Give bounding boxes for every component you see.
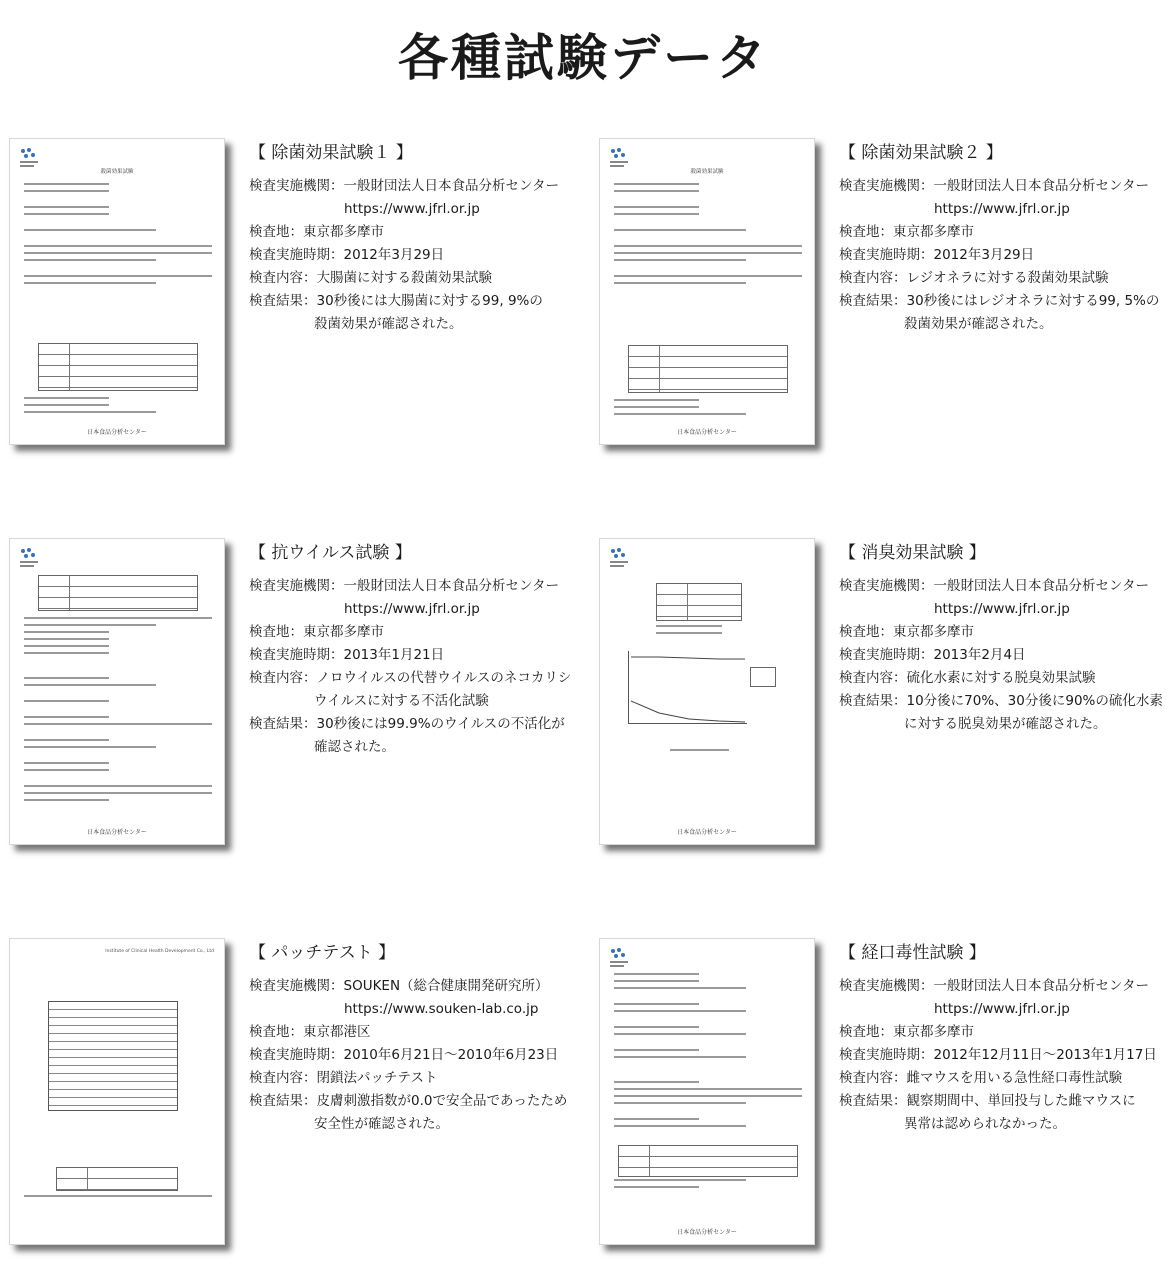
- test-card-5: [9, 938, 589, 1268]
- document-footer: 日本食品分析センター: [10, 827, 224, 836]
- document-thumbnail: [599, 538, 815, 845]
- org-url: https://www.souken-lab.co.jp: [249, 998, 589, 1021]
- test-card-1: [9, 138, 589, 468]
- place-label: 検査地：: [249, 1021, 303, 1044]
- content-label: 検査内容：: [839, 667, 907, 690]
- content-label: 検査内容：: [249, 267, 317, 290]
- result-value: 30秒後には大腸菌に対する99, 9%の: [317, 290, 590, 313]
- result-value-cont: 殺菌効果が確認された。: [839, 313, 1167, 336]
- test-heading: 【 消臭効果試験 】: [839, 538, 986, 563]
- org-label: 検査実施機関：: [249, 975, 344, 998]
- result-value: 10分後に70%、30分後に90%の硫化水素: [907, 690, 1167, 713]
- test-heading: 【 パッチテスト 】: [249, 938, 395, 963]
- period-value: 2013年2月4日: [934, 644, 1167, 667]
- content-value: 雌マウスを用いる急性経口毒性試験: [907, 1067, 1167, 1090]
- graph-legend: [750, 667, 776, 687]
- result-value: 30秒後にはレジオネラに対する99, 5%の: [907, 290, 1167, 313]
- document-table: [38, 343, 198, 391]
- result-label: 検査結果：: [249, 1090, 317, 1113]
- document-header: Institute of Clinical Health Development Co., Ltd: [105, 949, 214, 954]
- org-value: 一般財団法人日本食品分析センター: [344, 575, 590, 598]
- period-value: 2012年3月29日: [934, 244, 1167, 267]
- document-table-small: [56, 1167, 178, 1191]
- org-label: 検査実施機関：: [839, 575, 934, 598]
- document-table: [618, 1145, 798, 1177]
- content-label: 検査内容：: [839, 267, 907, 290]
- org-label: 検査実施機関：: [249, 175, 344, 198]
- org-url: https://www.jfrl.or.jp: [249, 598, 589, 621]
- period-value: 2012年3月29日: [344, 244, 590, 267]
- test-info: [839, 575, 1167, 736]
- document-text: [614, 183, 802, 289]
- period-label: 検査実施時期：: [839, 244, 934, 267]
- test-heading: 【 除菌効果試験２ 】: [839, 138, 1003, 163]
- result-label: 検査結果：: [839, 290, 907, 313]
- content-value: レジオネラに対する殺菌効果試験: [907, 267, 1167, 290]
- content-value-cont: ウイルスに対する不活化試験: [249, 690, 589, 713]
- document-text: [24, 617, 212, 806]
- org-value: 一般財団法人日本食品分析センター: [934, 175, 1167, 198]
- org-value: 一般財団法人日本食品分析センター: [934, 575, 1167, 598]
- period-value: 2012年12月11日～2013年1月17日: [934, 1044, 1167, 1067]
- test-card-6: [599, 938, 1167, 1268]
- document-title: 殺菌効果試験: [600, 167, 814, 175]
- deodorant-graph: [628, 651, 747, 724]
- result-value: 観察期間中、単回投与した雌マウスに: [907, 1090, 1167, 1113]
- org-value: 一般財団法人日本食品分析センター: [344, 175, 590, 198]
- period-label: 検査実施時期：: [249, 644, 344, 667]
- content-label: 検査内容：: [249, 667, 317, 690]
- result-value-cont: 殺菌効果が確認された。: [249, 313, 589, 336]
- content-value: 閉鎖法パッチテスト: [317, 1067, 590, 1090]
- test-info: [249, 175, 589, 336]
- org-url: https://www.jfrl.or.jp: [839, 598, 1167, 621]
- test-card-2: [599, 138, 1167, 468]
- period-label: 検査実施時期：: [839, 1044, 934, 1067]
- org-url: https://www.jfrl.or.jp: [249, 198, 589, 221]
- document-title: 殺菌効果試験: [10, 167, 224, 175]
- document-thumbnail: [599, 938, 815, 1245]
- document-thumbnail: [9, 538, 225, 845]
- document-table: [38, 575, 198, 611]
- test-card-3: [9, 538, 589, 868]
- period-label: 検査実施時期：: [839, 644, 934, 667]
- test-info: [839, 175, 1167, 336]
- place-label: 検査地：: [839, 621, 893, 644]
- result-label: 検査結果：: [249, 713, 317, 736]
- org-url: https://www.jfrl.or.jp: [839, 198, 1167, 221]
- lab-logo-icon: [18, 147, 42, 169]
- period-value: 2010年6月21日～2010年6月23日: [344, 1044, 590, 1067]
- document-thumbnail: [9, 138, 225, 445]
- period-label: 検査実施時期：: [249, 244, 344, 267]
- org-label: 検査実施機関：: [839, 975, 934, 998]
- period-value: 2013年1月21日: [344, 644, 590, 667]
- document-footer: 日本食品分析センター: [600, 827, 814, 836]
- document-table: [48, 1001, 178, 1111]
- org-label: 検査実施機関：: [249, 575, 344, 598]
- org-value: SOUKEN（総合健康開発研究所）: [344, 975, 590, 998]
- result-label: 検査結果：: [249, 290, 317, 313]
- document-footer: 日本食品分析センター: [600, 1227, 814, 1236]
- test-heading: 【 除菌効果試験１ 】: [249, 138, 413, 163]
- org-label: 検査実施機関：: [839, 175, 934, 198]
- test-info: [249, 975, 589, 1136]
- content-label: 検査内容：: [249, 1067, 317, 1090]
- result-value: 皮膚刺激指数が0.0で安全品であったため: [317, 1090, 590, 1113]
- lab-logo-icon: [608, 547, 632, 569]
- result-value-cont: に対する脱臭効果が確認された。: [839, 713, 1167, 736]
- test-card-4: [599, 538, 1167, 868]
- place-value: 東京都多摩市: [893, 621, 1167, 644]
- period-label: 検査実施時期：: [249, 1044, 344, 1067]
- content-value: 大腸菌に対する殺菌効果試験: [317, 267, 590, 290]
- document-table: [656, 583, 742, 621]
- content-value: 硫化水素に対する脱臭効果試験: [907, 667, 1167, 690]
- place-label: 検査地：: [249, 221, 303, 244]
- test-info: [839, 975, 1167, 1136]
- lab-logo-icon: [608, 947, 632, 969]
- place-label: 検査地：: [249, 621, 303, 644]
- result-label: 検査結果：: [839, 1090, 907, 1113]
- result-value-cont: 確認された。: [249, 736, 589, 759]
- place-value: 東京都多摩市: [303, 221, 589, 244]
- content-label: 検査内容：: [839, 1067, 907, 1090]
- result-value-cont: 安全性が確認された。: [249, 1113, 589, 1136]
- place-value: 東京都多摩市: [303, 621, 589, 644]
- result-value: 30秒後には99.9%のウイルスの不活化が: [317, 713, 590, 736]
- document-thumbnail: [599, 138, 815, 445]
- place-label: 検査地：: [839, 1021, 893, 1044]
- document-text: [24, 183, 212, 289]
- place-value: 東京都港区: [303, 1021, 589, 1044]
- document-table: [628, 345, 788, 393]
- document-text: [614, 973, 802, 1132]
- document-thumbnail: [9, 938, 225, 1245]
- content-value: ノロウイルスの代替ウイルスのネコカリシ: [317, 667, 590, 690]
- lab-logo-icon: [18, 547, 42, 569]
- result-label: 検査結果：: [839, 690, 907, 713]
- document-footer: 日本食品分析センター: [600, 427, 814, 436]
- test-heading: 【 抗ウイルス試験 】: [249, 538, 412, 563]
- test-heading: 【 経口毒性試験 】: [839, 938, 986, 963]
- org-value: 一般財団法人日本食品分析センター: [934, 975, 1167, 998]
- lab-logo-icon: [608, 147, 632, 169]
- document-footer: 日本食品分析センター: [10, 427, 224, 436]
- org-url: https://www.jfrl.or.jp: [839, 998, 1167, 1021]
- place-value: 東京都多摩市: [893, 221, 1167, 244]
- result-value-cont: 異常は認められなかった。: [839, 1113, 1167, 1136]
- place-label: 検査地：: [839, 221, 893, 244]
- place-value: 東京都多摩市: [893, 1021, 1167, 1044]
- test-info: [249, 575, 589, 759]
- page-title: 各種試験データ: [0, 18, 1167, 90]
